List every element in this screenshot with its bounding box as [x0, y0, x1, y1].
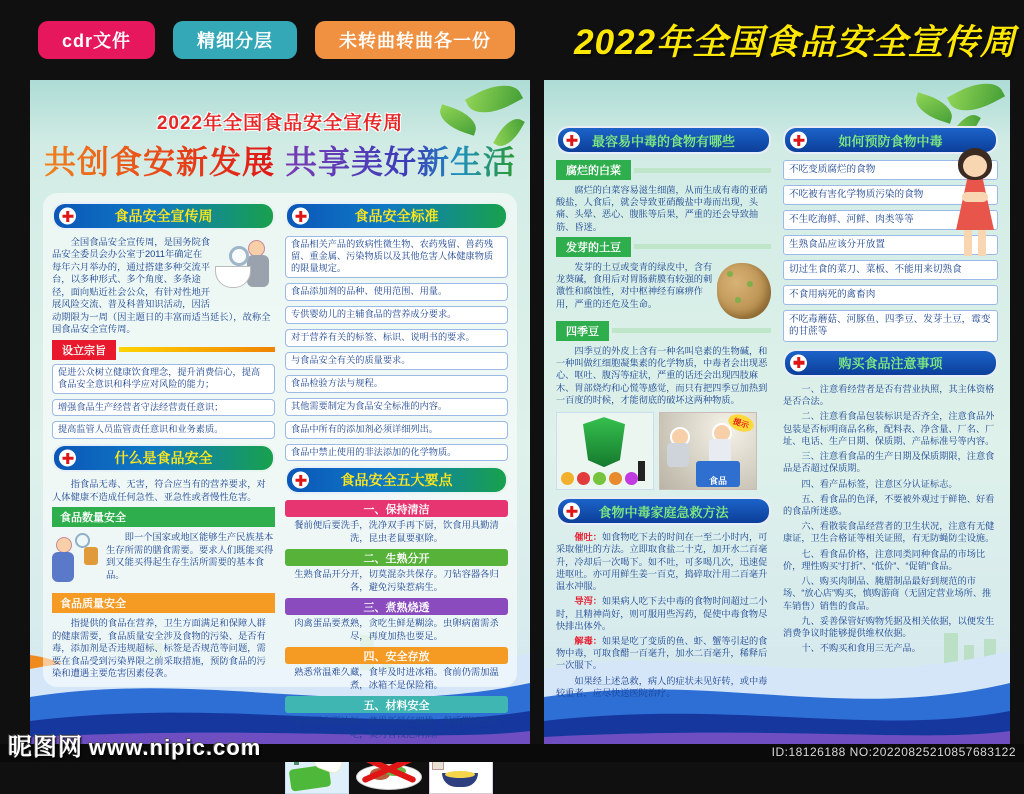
section-title: 最容易中毒的食物有哪些 [591, 133, 735, 149]
first-aid-term: 解毒： [574, 635, 602, 646]
label-rule [634, 244, 771, 249]
first-aid-item [556, 531, 771, 592]
standards-item: 其他需要制定为食品安全标准的内容。 [285, 398, 508, 416]
standards-item: 食品添加剂的品种、使用范围、用量。 [285, 283, 508, 301]
buying-item: 一、注意看经营者是否有营业执照，其主体资格是否合法。 [783, 383, 995, 407]
point-heading: 二、生熟分开 [285, 549, 508, 566]
first-aid-term: 导泻： [574, 596, 602, 607]
cooks-cartoon [659, 412, 757, 490]
label-rule [634, 168, 771, 173]
standards-item: 食品相关产品的致病性微生物、农药残留、兽药残留、重金属、污染物质以及其他危害人体健康物质的限量规定。 [285, 236, 508, 278]
section-title: 食品安全标准 [354, 208, 439, 224]
shopper-cartoon [52, 533, 100, 591]
leaf-decoration [947, 73, 1005, 120]
point-body: 饮食用水要达标，菜果新鲜仔细桃。保质期过不再吃，莫为省钱把病招。 [294, 716, 499, 739]
standards-item: 食品检验方法与规程。 [285, 375, 508, 393]
first-aid-note: 如果经上述急救，病人的症状未见好转，或中毒较重者，应尽快送医院治疗。 [556, 675, 768, 698]
first-aid-item [556, 635, 771, 672]
right-poster-column-2 [783, 126, 998, 698]
red-cross-icon [563, 132, 580, 149]
quantity-body: 即一个国家或地区能够生产民族基本生存所需的膳食需要。要求人们既能买得到又能买得起生存生活所需要的基本食品。 [106, 532, 274, 580]
sick-girl-cartoon [946, 148, 1002, 298]
safety-shield-illustration [556, 412, 654, 490]
food-safety-illustrations [556, 412, 771, 490]
section-header-week [52, 202, 275, 230]
point-body: 生熟食品开分开，切莫混杂共保存。刀钻容器各归各，避免污染惹病生。 [294, 569, 499, 592]
prevention-item: 生熟食品应该分开放置 [783, 235, 998, 255]
point-body: 熟悉常温难久藏，食毕及时进冰箱。食前仍需加温煮，冰箱不是保险箱。 [294, 667, 499, 690]
section-header-buying [783, 349, 998, 377]
prevention-item: 不吃变质腐烂的食物 [783, 160, 998, 180]
stock-id-text: ID:18126188 NO:20220825210857683122 [771, 745, 1016, 759]
sprouted-potato-photo [717, 263, 771, 319]
left-poster-content-panel [43, 193, 517, 739]
poster-right [544, 80, 1010, 745]
prevention-item: 不食用病死的禽畜肉 [783, 285, 998, 305]
left-poster-column-1 [52, 202, 275, 678]
purpose-label-row [52, 340, 275, 360]
buying-item: 六、看散装食品经营者的卫生状况，注意有无健康证，卫生合格证等相关证照，有无防蝇防尘设施。 [783, 521, 995, 544]
prevention-item: 切过生食的菜刀、菜板、不能用来切熟食 [783, 260, 998, 280]
beans-body: 四季豆的外皮上含有一种名叫皂素的生物碱，和一种叫做红细胞凝集素的化学物质，中毒者会出现恶心、呕吐、腹泻等症状，严重的话还会出现四肢麻木、胃部烧灼和心慌等感觉，而只有把四季豆加热到一百度的时候，才能彻底的破坏这两种物质。 [556, 345, 768, 405]
first-aid-item [556, 595, 771, 632]
section-header-what-is [52, 444, 275, 472]
purpose-item: 增强食品生产经营者守法经营责任意识； [52, 399, 275, 417]
standards-item: 对于营养有关的标签、标识、说明书的要求。 [285, 329, 508, 347]
buying-item: 四、看产品标签，注意区分认证标志。 [801, 478, 958, 489]
slogan-part-b: 共享美好新生活 [284, 144, 516, 180]
first-aid-body: 如食物吃下去的时间在一至二小时内，可采取催吐的方法。立即取食盐二十克，加开水二百毫升，冷却后一次喝下。如不吐，可多喝几次，迅速促进呕吐。亦可用鲜生姜一百克，捣碎取汁用二百毫升温水冲服。 [556, 532, 768, 592]
purpose-item: 提高监管人员监管责任意识和业务素质。 [52, 421, 275, 439]
section-header-five-points [285, 466, 508, 494]
badge-fine-layers: 精细分层 [173, 21, 297, 59]
warning-badge: 提示 [726, 411, 756, 434]
what-is-body: 指食品无毒、无害，符合应当有的营养要求，对人体健康不造成任何急性、亚急性或者慢性危害。 [52, 479, 266, 502]
standards-item: 与食品安全有关的质量要求。 [285, 352, 508, 370]
cabbage-body: 腐烂的白菜容易滋生细菌，从而生成有毒的亚硝酸盐，人食后，就会导致亚硝酸盐中毒而出现，头痛、头晕、恶心、腹胀等后果，严重的还会导致抽筋、昏迷。 [556, 185, 768, 232]
buying-item: 八、购买肉制品、腌腊制品最好到规范的市场、“放心店”购买，慎购游商（无固定营业场所、推车销售）销售的食品。 [783, 576, 992, 611]
cabbage-label-row [556, 160, 771, 180]
purpose-item: 促进公众树立健康饮食理念，提升消费信心，提高食品安全意识和科学应对风险的能力； [52, 364, 275, 394]
section-title: 食品安全宣传周 [114, 208, 213, 224]
left-poster-slogan [30, 137, 530, 183]
buying-item: 三、注意看食品的生产日期及保质期限，注意食品是否超过保质期。 [783, 451, 995, 474]
left-poster-column-2 [285, 202, 508, 739]
section-title: 购买食品注意事项 [838, 356, 943, 372]
quality-body: 指提供的食品在营养，卫生方面满足和保障人群的健康需要，食品质量安全涉及食物的污染、是否有毒，添加剂是否违规超标、标签是否规范等问题，需要在食品受到污染界限之前采取措施，预防食品的污染和遭遇主要危害因素侵袭。 [52, 618, 266, 679]
quality-label: 食品质量安全 [52, 593, 275, 613]
left-poster-title: 2022年全国食品安全宣传周 [156, 113, 404, 134]
beans-label: 四季豆 [556, 321, 609, 341]
red-cross-icon [790, 132, 807, 149]
point-heading: 三、煮熟烧透 [285, 598, 508, 615]
buying-item: 七、看食品价格，注意同类同种食品的市场比价，理性购买“打折”、“低价”、“促销”食品。 [783, 548, 986, 571]
section-header-standards [285, 202, 508, 230]
watermark-url: www.nipic.com [89, 735, 262, 760]
section-title: 食物中毒家庭急救方法 [598, 504, 729, 520]
top-bar [0, 0, 1024, 80]
point-body: 餐前便后要洗手，洗净双手再下厨，饮食用具勤清洗，昆虫老鼠要驱除。 [294, 520, 499, 543]
point-body: 肉禽蛋品要煮熟，贪吃生鲜是糊涂。虫卵病菌需杀尽，再度加热也要足。 [294, 618, 499, 641]
food-vat-label: 食品 [696, 461, 740, 487]
buying-item: 十、不购买和食用三无产品。 [801, 643, 921, 654]
section-title: 食品安全五大要点 [340, 472, 453, 489]
standards-item: 食品中禁止使用的非法添加的化学物质。 [285, 444, 508, 462]
red-cross-icon [59, 208, 76, 225]
week-body: 全国食品安全宣传周，是国务院食品安全委员会办公室于2011年确定在每年六月举办的，通过搭建多种交流平台，以多种形式、多个角度、多条途径，面向贴近社会公众，有针对性地开展风险交流、普及科普知识活动，因活动期限为一周（因主题日的丰富而适当延长），故称全国食品安全宣传周。 [52, 237, 271, 335]
section-header-first-aid [556, 497, 771, 525]
prevention-item: 不吃被有害化学物质污染的食物 [783, 185, 998, 205]
standards-item: 专供婴幼儿的主辅食品的营养成分要求。 [285, 306, 508, 324]
watermark-logo: 昵图网 [8, 734, 83, 761]
red-cross-icon [292, 472, 309, 489]
potato-label-row [556, 237, 771, 257]
cabbage-label: 腐烂的白菜 [556, 160, 631, 180]
red-cross-icon [790, 354, 807, 371]
poster-left [30, 80, 530, 745]
badge-cdr-file: cdr文件 [38, 21, 155, 59]
first-aid-body: 如果是吃了变质的鱼、虾、蟹等引起的食物中毒，可取食醋一百毫升，加水二百毫升，稀释后一次服下。 [556, 635, 768, 671]
red-cross-icon [59, 450, 76, 467]
point-heading: 五、材料安全 [285, 696, 508, 713]
buying-item: 五、看食品的色泽，不要被外观过于鲜艳、好看的食品所迷惑。 [783, 493, 995, 516]
potato-body: 发芽的土豆或变青的绿皮中，含有龙葵碱，食用后对胃肠薪膜有较强的刺激性和腐蚀性，对中枢神经有麻痹作用，严重的还危及生命。 [556, 261, 713, 309]
label-rule [119, 347, 275, 352]
standards-item: 食品中所有的添加剂必须详细列出。 [285, 421, 508, 439]
purpose-label: 设立宗旨 [52, 340, 116, 360]
red-cross-icon [563, 503, 580, 520]
potato-label: 发芽的土豆 [556, 237, 631, 257]
badge-outline-copies: 未转曲转曲各一份 [315, 21, 515, 59]
slogan-part-a: 共创食安新发展 [44, 144, 276, 180]
section-title: 什么是食品安全 [114, 450, 213, 467]
point-heading: 四、安全存放 [285, 647, 508, 664]
red-cross-icon [292, 208, 309, 225]
buying-item: 二、注意看食品包装标识是否齐全，注意食品外包装是否标明商品名称，配料表、净含量、厂名、厂址、电话、生产日期、保质期、产品标准号等内容。 [783, 411, 995, 446]
prevention-item: 不吃毒蘑菇、河豚鱼、四季豆、发芽土豆，霉变的甘蔗等 [783, 310, 998, 342]
buying-item: 九、妥善保管好购物凭据及相关依据，以便发生消费争议时能够提供维权依据。 [783, 615, 995, 639]
label-rule [612, 328, 771, 333]
first-aid-body: 如果病人吃下去中毒的食物时间超过二小时，且精神尚好，则可服用些泻药，促使中毒食物尽快排出体外。 [556, 596, 768, 631]
watermark [8, 727, 261, 762]
first-aid-term: 催吐： [574, 532, 602, 543]
right-poster-column-1 [556, 126, 771, 698]
page-title: 2022年全国食品安全宣传周 [574, 23, 1016, 62]
point-heading: 一、保持清洁 [285, 500, 508, 517]
beans-label-row [556, 321, 771, 341]
section-header-poisoning [556, 126, 771, 154]
left-poster-header [30, 80, 530, 183]
quantity-label: 食品数量安全 [52, 507, 275, 527]
prevention-item: 不生吃海鲜、河鲜、肉类等等 [783, 210, 998, 230]
inspector-cartoon [215, 238, 275, 308]
section-title: 如何预防食物中毒 [838, 133, 943, 149]
